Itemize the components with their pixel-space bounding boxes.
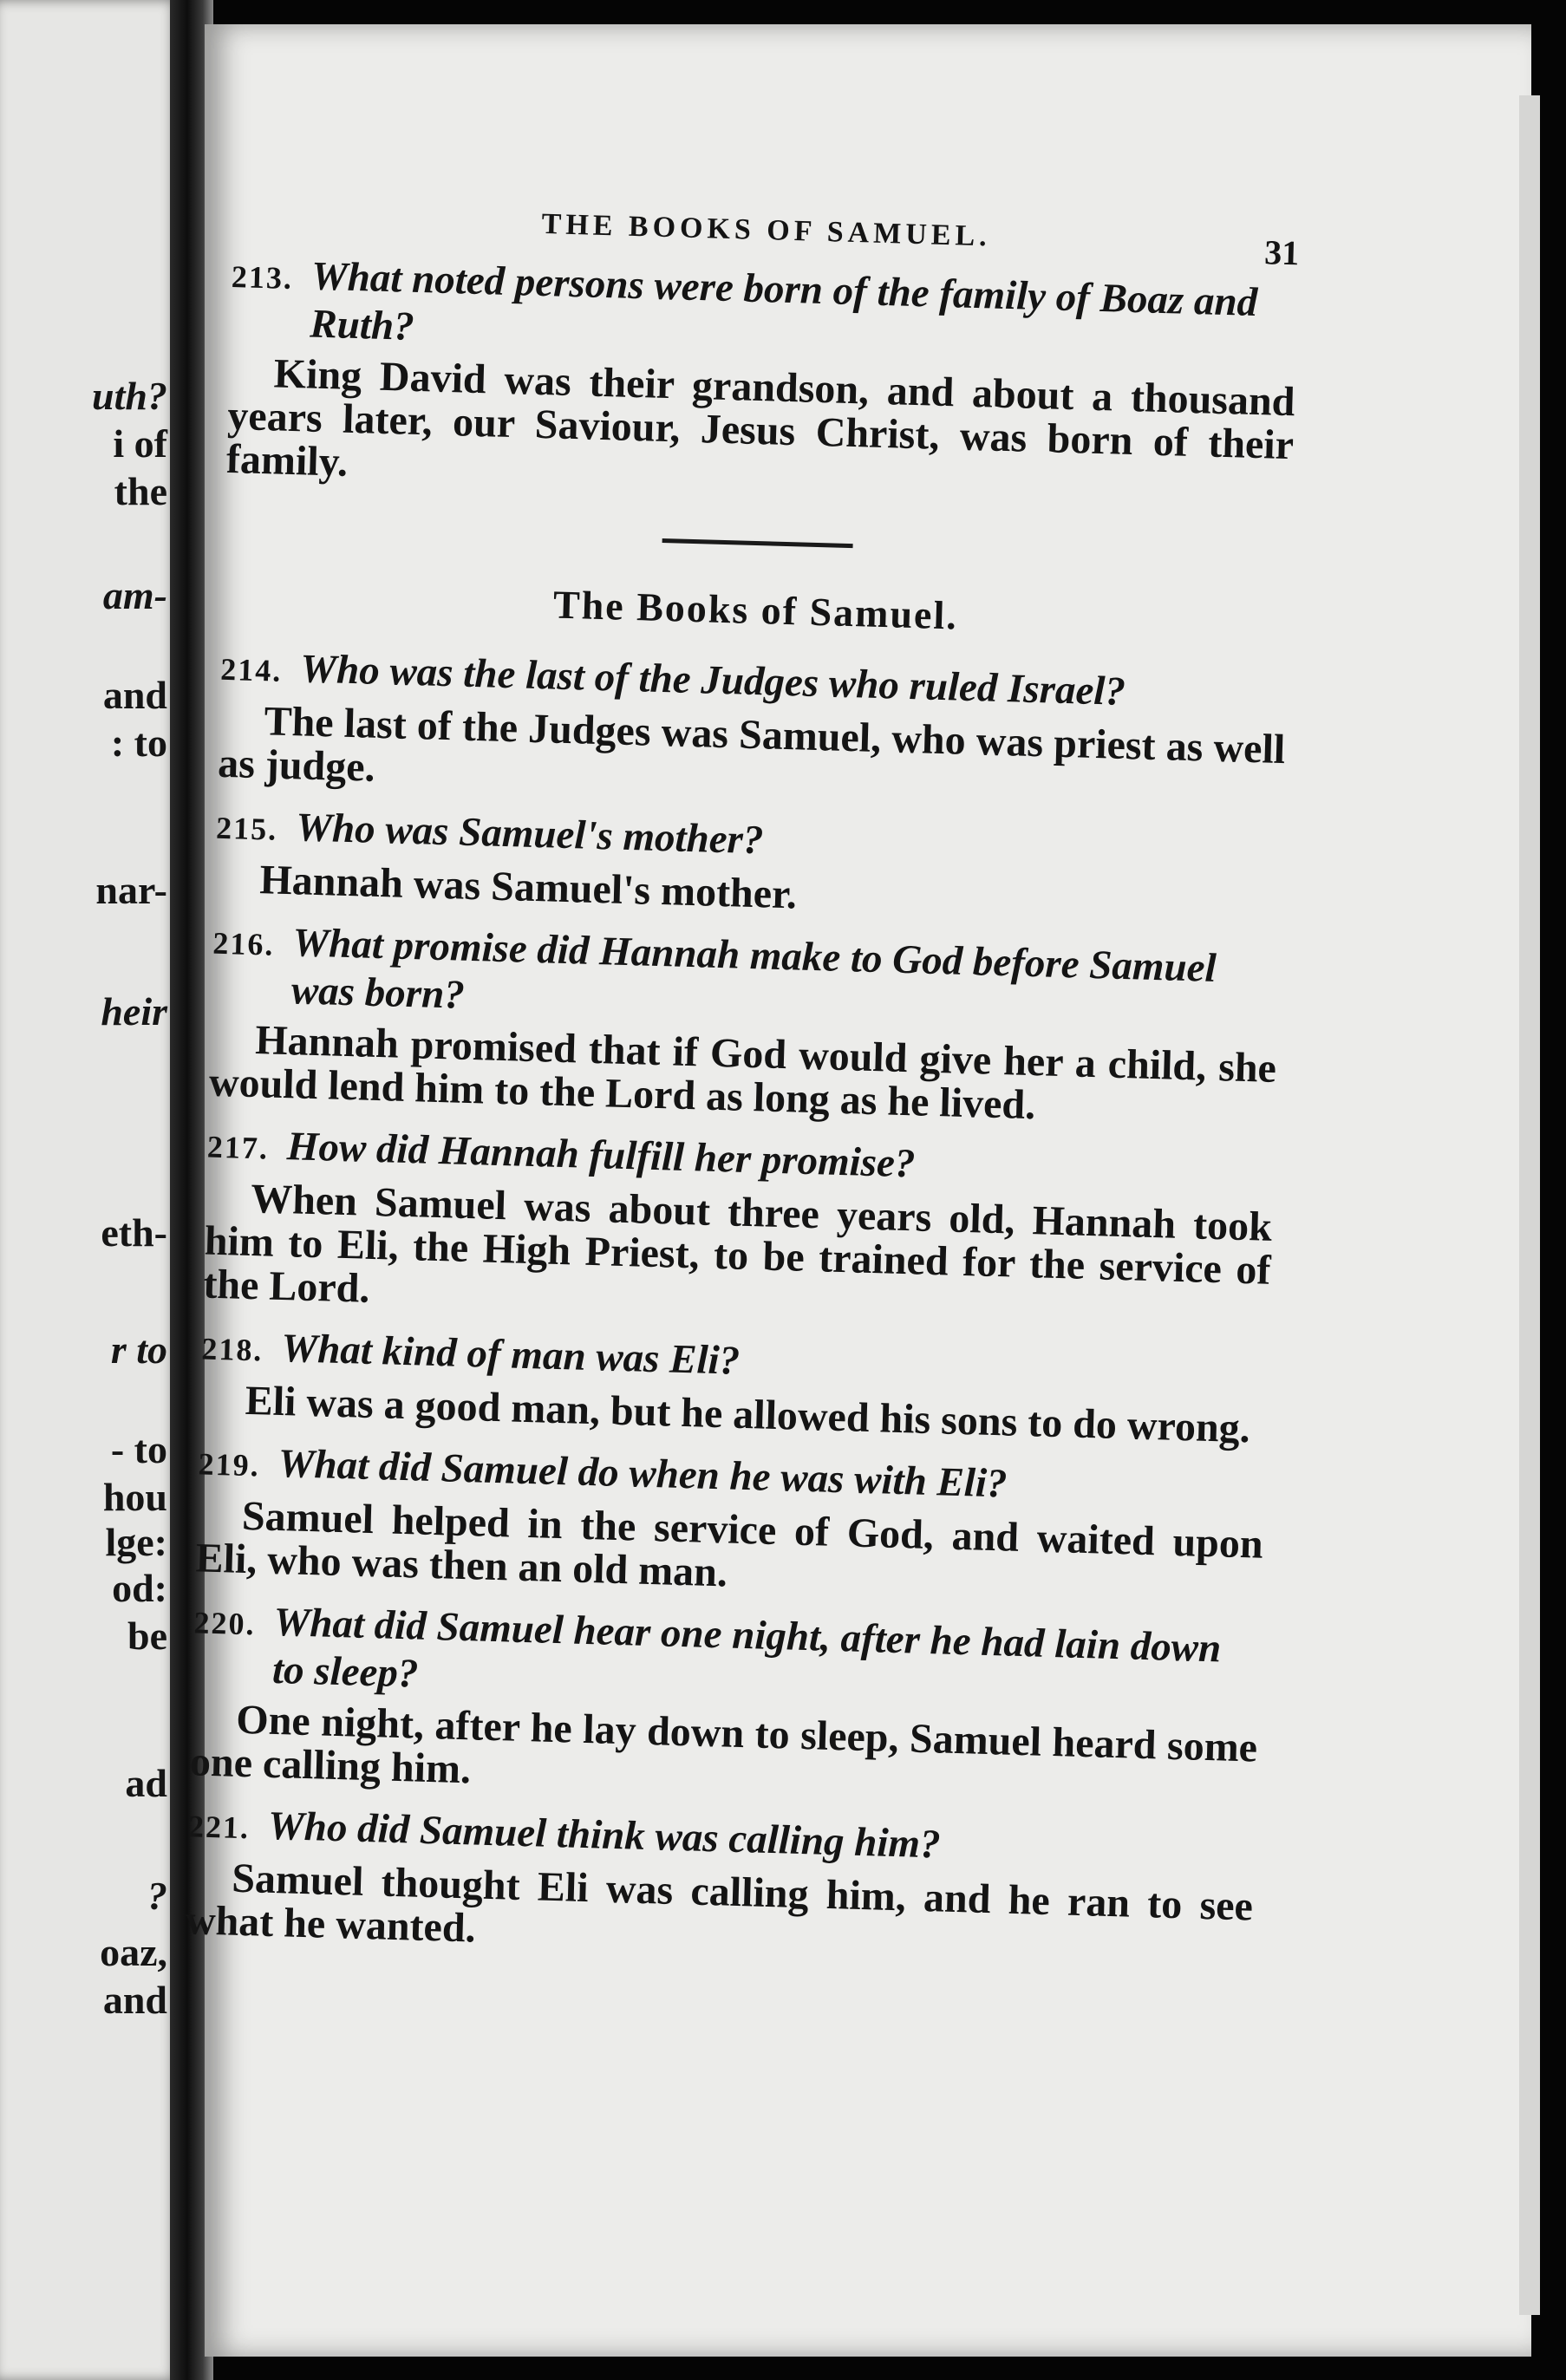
entries-before: [225, 251, 1298, 511]
left-page-text-fragment: and: [102, 1978, 167, 2022]
qa-entry: [195, 1438, 1265, 1609]
qa-list: [185, 644, 1287, 1972]
left-page-text-fragment: oaz,: [100, 1930, 167, 1974]
qa-entry: [185, 1801, 1255, 1972]
left-page-text-fragment: am-: [102, 573, 167, 617]
left-page-text-fragment: : to: [110, 721, 167, 765]
qa-entry: [199, 1323, 1269, 1451]
question-text: What noted persons were born of the family of Boaz and Ruth?: [309, 253, 1258, 349]
answer-text: Samuel helped in the service of God, and waited upon Eli, who was then an old man.: [194, 1492, 1264, 1596]
question-number: 214.: [219, 651, 283, 688]
left-page-text-fragment: and: [102, 673, 167, 717]
left-page-fragment: [0, 0, 178, 2380]
section-heading: The Books of Samuel.: [552, 582, 959, 638]
qa-entry: [218, 644, 1288, 815]
qa-entry: [214, 803, 1283, 930]
left-page-text-fragment: ad: [125, 1761, 167, 1805]
page-edge: [1519, 95, 1540, 2315]
question-text: Who was the last of the Judges who ruled Israel?: [299, 646, 1126, 714]
qa-entry: [189, 1597, 1261, 1813]
question-text: What did Samuel hear one night, after he had lain down to sleep?: [271, 1599, 1222, 1697]
question-number: 213.: [231, 258, 294, 296]
question-text: What did Samuel do when he was with Eli?: [277, 1441, 1008, 1507]
left-page-text-fragment: be: [127, 1614, 167, 1658]
left-page-text-fragment: the: [114, 469, 167, 513]
question-number: 216.: [212, 925, 276, 962]
left-page-text-fragment: i of: [113, 421, 167, 466]
question-number: 215.: [215, 810, 278, 847]
qa-entry: [225, 251, 1298, 511]
qa-entry: [208, 918, 1280, 1134]
answer-text: One night, after he lay down to sleep, Samuel heard some one calling him.: [189, 1696, 1258, 1793]
left-page-text-fragment: lge:: [105, 1520, 167, 1564]
answer-text: Samuel thought Eli was calling him, and he ran to see what he wanted.: [185, 1855, 1254, 1952]
left-page-text-fragment: r to: [110, 1327, 167, 1372]
answer-text: The last of the Judges was Samuel, who was priest as well as judge.: [217, 698, 1286, 791]
left-page-text-fragment: od:: [112, 1566, 167, 1610]
question-number: 221.: [187, 1809, 251, 1846]
section-divider-rule: [662, 538, 853, 548]
qa-entry: [203, 1122, 1274, 1336]
left-page-text-fragment: eth-: [101, 1210, 167, 1255]
answer-text: When Samuel was about three years old, Hannah took him to Eli, the High Priest, to be trained for the service of the Lord.: [202, 1176, 1273, 1312]
answer-text: Hannah promised that if God would give her a child, she would lend him to the Lord as long as he lived.: [208, 1017, 1277, 1129]
question-number: 218.: [200, 1331, 264, 1368]
left-page-text-fragment: ?: [147, 1874, 167, 1918]
question-text: What promise did Hannah make to God before Samuel was born?: [290, 920, 1217, 1018]
left-page-text-fragment: hou: [102, 1475, 167, 1519]
left-page-text-fragment: nar-: [95, 868, 167, 912]
question-number: 219.: [198, 1446, 261, 1483]
left-page-text-fragment: heir: [101, 989, 167, 1034]
question-number: 220.: [193, 1605, 257, 1642]
answer-text: Eli was a good man, but he allowed his sons to do wrong.: [245, 1377, 1251, 1452]
left-page-text-fragment: uth?: [92, 374, 167, 418]
question-number: 217.: [206, 1129, 270, 1166]
question-text: What kind of man was Eli?: [280, 1326, 741, 1384]
answer-text: Hannah was Samuel's mother.: [258, 857, 798, 918]
question-text: Who was Samuel's mother?: [295, 805, 765, 864]
question-text: How did Hannah fulfill her promise?: [286, 1124, 917, 1187]
running-title: THE BOOKS OF SAMUEL.: [541, 207, 992, 253]
page-text: [185, 182, 1301, 1990]
left-page-text-fragment: - to: [110, 1427, 167, 1471]
question-text: Who did Samuel think was calling him?: [267, 1803, 942, 1868]
page-number: 31: [1263, 232, 1300, 273]
answer-text: King David was their grandson, and about a thousand years later, our Saviour, Jesus Christ, was born of their family.: [225, 350, 1296, 486]
